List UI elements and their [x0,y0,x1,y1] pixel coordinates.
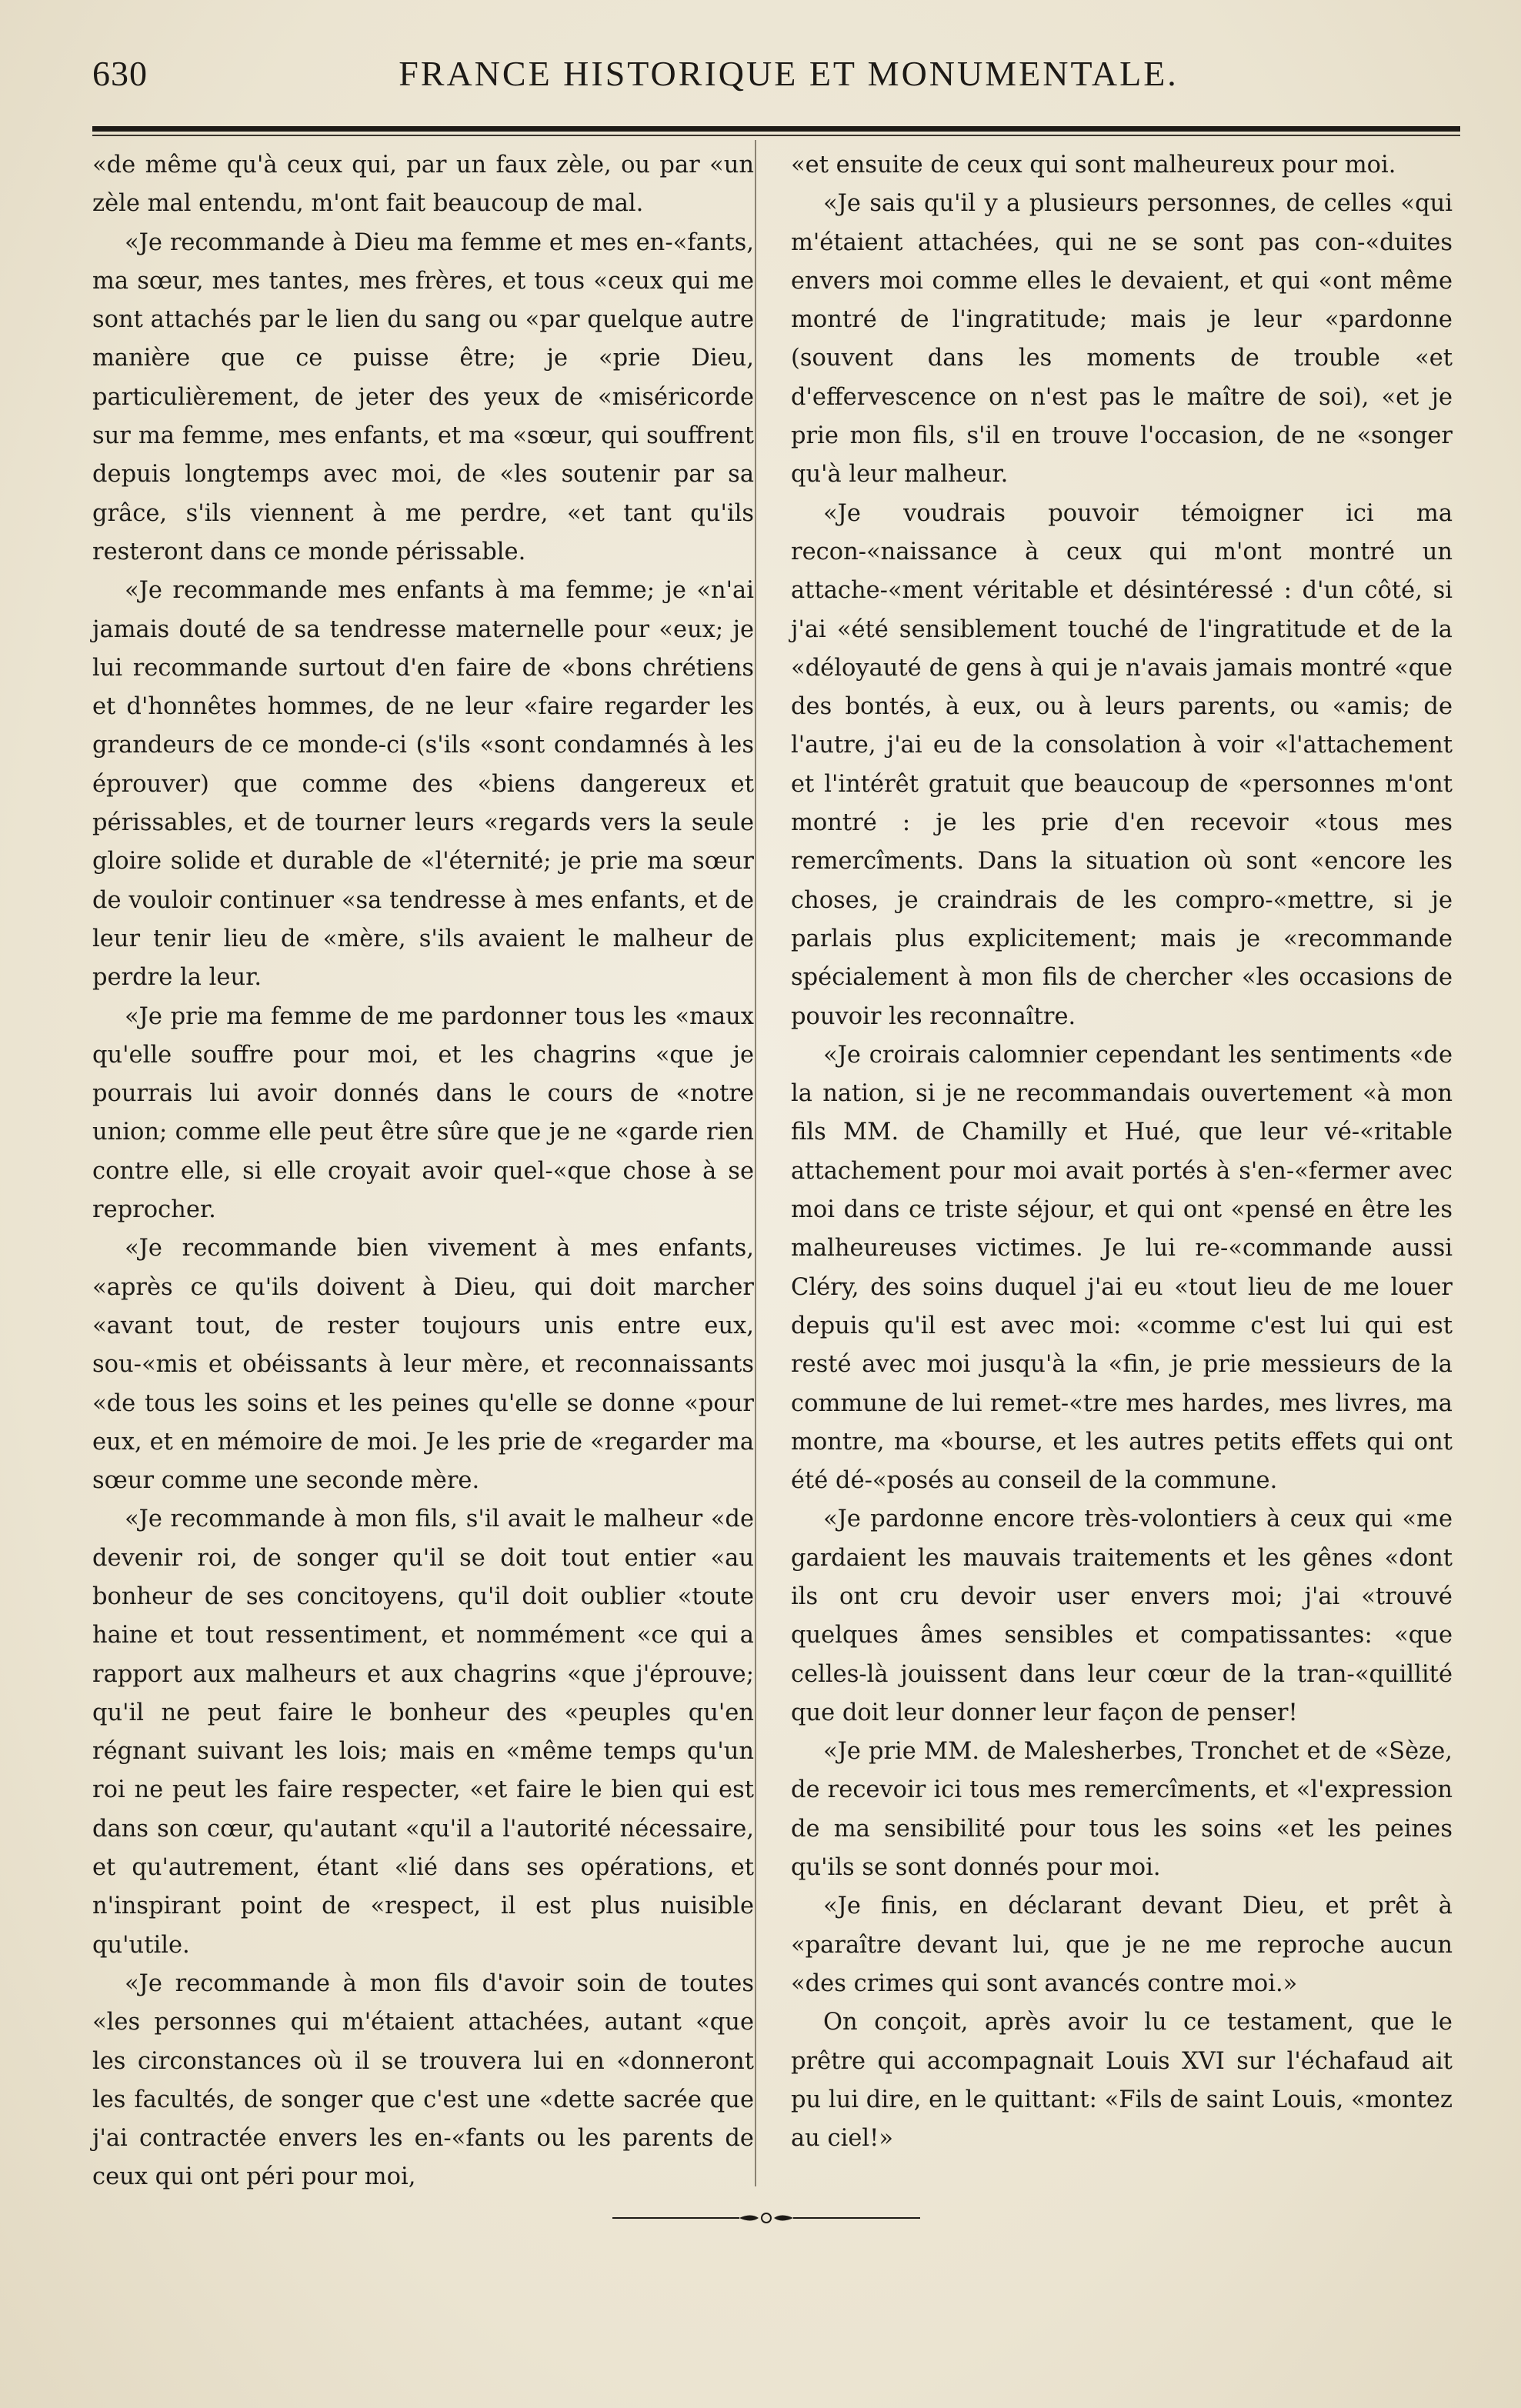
paragraph: «Je recommande à mon fils, s'il avait le malheur «de devenir roi, de songer qu'il se doit tout entier «au bonheur de ses concitoyens, qu'il doit oublier «toute haine et tout ressentiment, et nommément «ce qui a rapport aux malheurs et aux chagrins «que j'éprouve; qu'il ne peut faire le bonheur des «peuples qu'en régnant suivant les lois; mais en «même temps qu'un roi ne peut les faire respecter, «et faire le bien qui est dans son cœur, qu'autant «qu'il a l'autorité nécessaire, et qu'autrement, étant «lié dans ses opérations, et n'inspirant point de «respect, il est plus nuisible qu'utile. [92,1506,754,1959]
running-title: FRANCE HISTORIQUE ET MONUMENTALE. [399,54,1179,93]
header-rule-thick [92,126,1460,132]
page-number: 630 [92,54,148,93]
paragraph: «Je prie MM. de Malesherbes, Tronchet et de «Sèze, de recevoir ici tous mes remercîments, et «l'expression de ma sensibilité pour tous les soins «et les peines qu'ils se sont donnés pour moi. [791,1738,1453,1882]
paragraph: «Je recommande bien vivement à mes enfants, «après ce qu'ils doivent à Dieu, qui doit marcher «avant tout, de rester toujours unis entre eux, sou-«mis et obéissants à leur mère, et reconnaissants «de tous les soins et les peines qu'elle se donne «pour eux, et en mémoire de moi. Je les prie de «regarder ma sœur comme une seconde mère. [92,1235,754,1495]
paragraph: «de même qu'à ceux qui, par un faux zèle, ou par «un zèle mal entendu, m'ont fait beaucoup de mal. [92,152,754,218]
paragraph: «Je prie ma femme de me pardonner tous les «maux qu'elle souffre pour moi, et les chagrins «que je pourrais lui avoir donnés dans le cours de «notre union; comme elle peut être sûre que je ne «garde rien contre elle, si elle croyait avoir quel-«que chose à se reprocher. [92,1002,754,1224]
paragraph: «et ensuite de ceux qui sont malheureux pour moi. [791,152,1396,178]
paragraph: «Je recommande à Dieu ma femme et mes en-«fants, ma sœur, mes tantes, mes frères, et tous «ceux qui me sont attachés par le lien du sang ou «par quelque autre manière que ce puisse être; je «prie Dieu, particulièrement, de jeter des yeux de «miséricorde sur ma femme, mes enfants, et ma «sœur, qui souffrent depuis longtemps avec moi, de «les soutenir par sa grâce, s'ils viennent à me perdre, «et tant qu'ils resteront dans ce monde périssable. [92,228,754,565]
paragraph: «Je pardonne encore très-volontiers à ceux qui «me gardaient les mauvais traitements et les gênes «dont ils ont cru devoir user envers moi; j'ai «trouvé quelques âmes sensibles et compatissantes: «que celles-là jouissent dans leur cœur de la tran-«quillité que doit leur donner leur façon de penser! [791,1506,1453,1726]
column-divider [755,140,756,2186]
right-column [791,146,1453,2158]
paragraph: «Je finis, en déclarant devant Dieu, et prêt à «paraître devant lui, que je ne me reproche aucun «des crimes qui sont avancés contre moi.» [791,1893,1453,1997]
paragraph: «Je recommande mes enfants à ma femme; je «n'ai jamais douté de sa tendresse maternelle pour «eux; je lui recommande surtout d'en faire de «bons chrétiens et d'honnêtes hommes, de ne leur «faire regarder les grandeurs de ce monde-ci (s'ils «sont condamnés à les éprouver) que comme des «biens dangereux et périssables, et de tourner leurs «regards vers la seule gloire solide et durable de «l'éternité; je prie ma sœur de vouloir continuer «sa tendresse à mes enfants, et de leur tenir lieu de «mère, s'ils avaient le malheur de perdre la leur. [92,577,754,992]
header-rule-thin [92,135,1460,136]
left-column [92,146,754,2197]
paragraph: On conçoit, après avoir lu ce testament, que le prêtre qui accompagnait Louis XVI sur l'échafaud ait pu lui dire, en le quittant: «Fils de saint Louis, «montez au ciel!» [791,2009,1453,2153]
paragraph: «Je recommande à mon fils d'avoir soin de toutes «les personnes qui m'étaient attachées, autant «que les circonstances où il se trouvera lui en «donneront les facultés, de songer que c'est une «dette sacrée que j'ai contractée envers les en-«fants ou les parents de ceux qui ont péri pour moi, [92,1969,754,2191]
paragraph: «Je sais qu'il y a plusieurs personnes, de celles «qui m'étaient attachées, qui ne se sont pas con-«duites envers moi comme elles le devaient, et qui «ont même montré de l'ingratitude; mais je leur «pardonne (souvent dans les moments de trouble «et d'effervescence on n'est pas le maître de soi), «et je prie mon fils, s'il en trouve l'occasion, de ne «songer qu'à leur malheur. [791,190,1453,489]
end-ornament-icon [612,2208,920,2228]
paragraph: «Je croirais calomnier cependant les sentiments «de la nation, si je ne recommandais ouvertement «à mon fils MM. de Chamilly et Hué, que leur vé-«ritable attachement pour moi avait portés à s'en-«fermer avec moi dans ce triste séjour, et qui ont «pensé en être les malheureuses victimes. Je lui re-«commande aussi Cléry, des soins duquel j'ai eu «tout lieu de me louer depuis qu'il est avec moi: «comme c'est lui qui est resté avec moi jusqu'à la «fin, je prie messieurs de la commune de lui remet-«tre mes hardes, mes livres, ma montre, ma «bourse, et les autres petits effets qui ont été dé-«posés au conseil de la commune. [791,1041,1453,1495]
paragraph: «Je voudrais pouvoir témoigner ici ma recon-«naissance à ceux qui m'ont montré un attache-«ment véritable et désintéressé : d'un côté, si j'ai «été sensiblement touché de l'ingratitude et de la «déloyauté de gens à qui je n'avais jamais montré «que des bontés, à eux, ou à leurs parents, ou «amis; de l'autre, j'ai eu de la consolation à voir «l'attachement et l'intérêt gratuit que beaucoup de «personnes m'ont montré : je les prie d'en recevoir «tous mes remercîments. Dans la situation où sont «encore les choses, je craindrais de les compro-«mettre, si je parlais plus explicitement; mais je «recommande spécialement à mon fils de chercher «les occasions de pouvoir les reconnaître. [791,499,1453,1030]
page-header [85,51,1462,106]
